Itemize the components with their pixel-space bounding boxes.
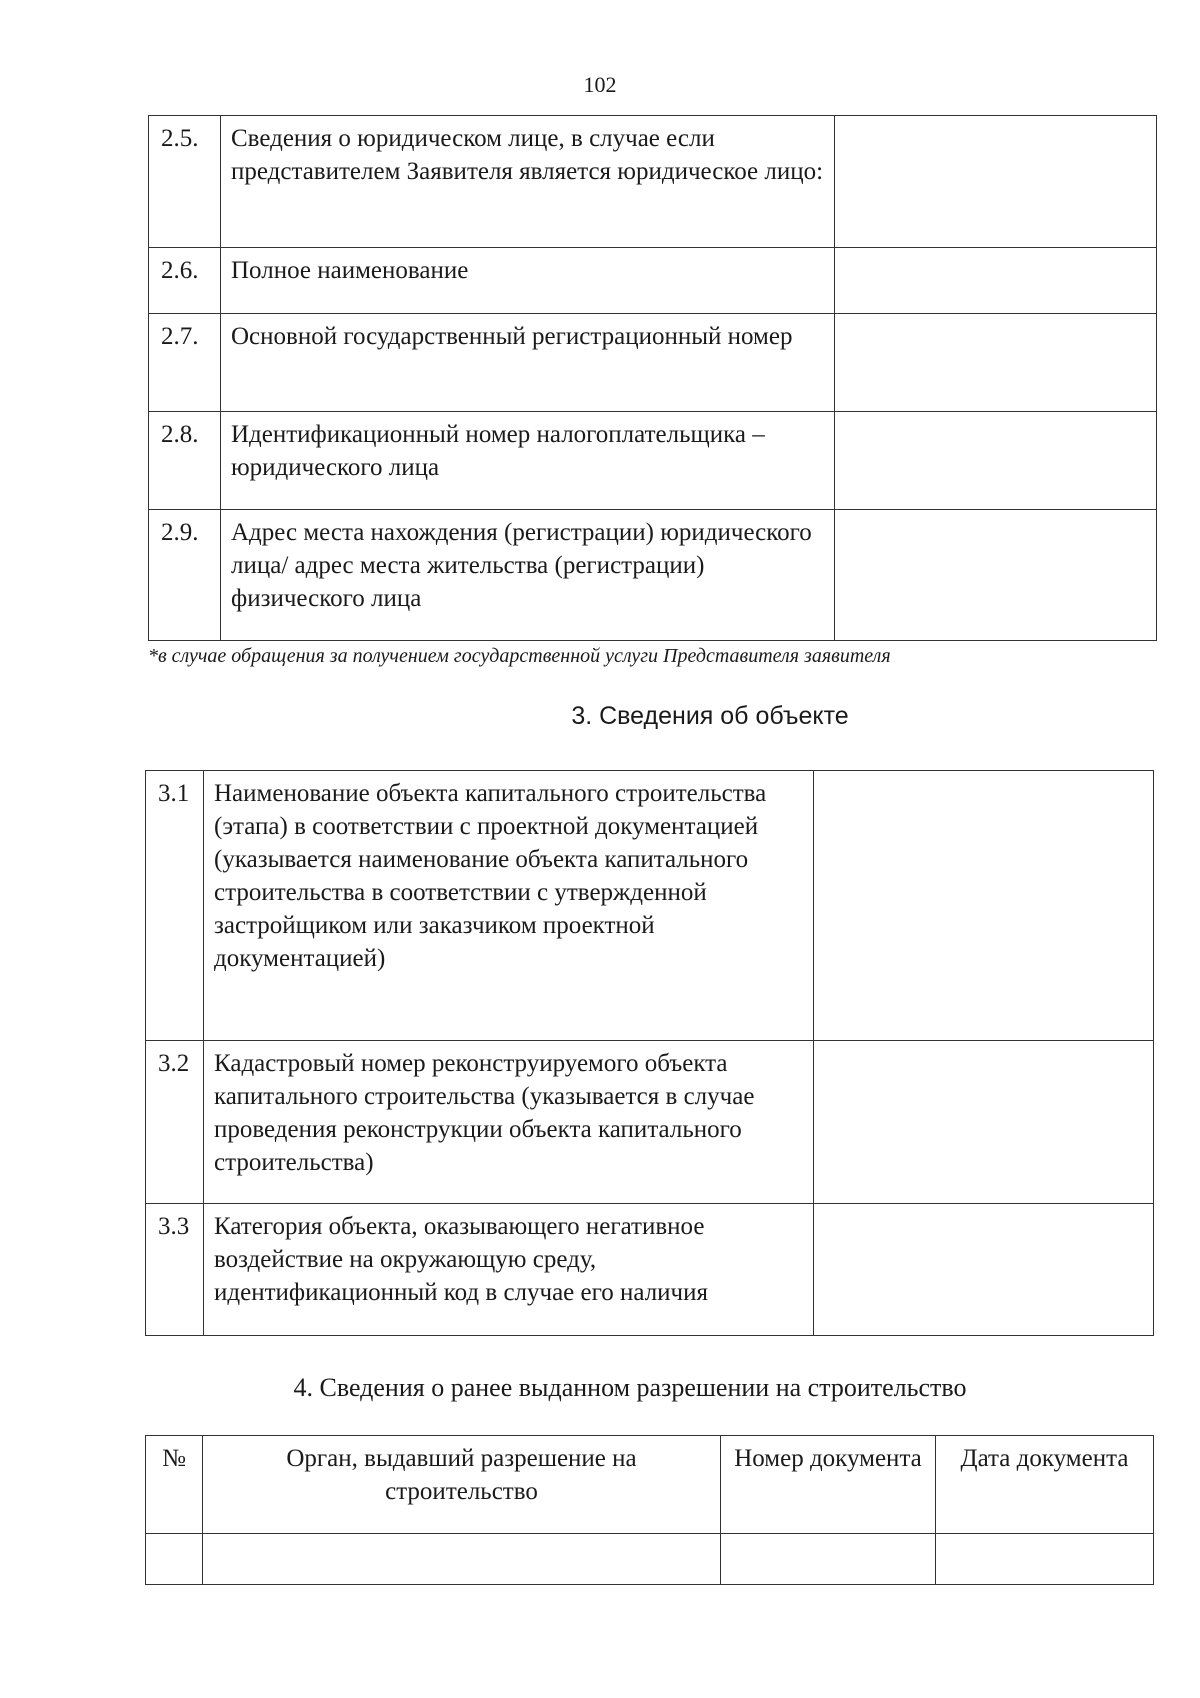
row-label: Наименование объекта капитального строительства (этапа) в соответствии с проектной документацией (указывается наименование объекта капитального строительства в соответствии с утвержденной застройщиком или заказчиком проектной документацией)	[204, 771, 814, 1041]
table-row	[146, 1204, 1154, 1336]
page-number: 102	[583, 72, 617, 97]
row-number: 3.2	[146, 1041, 204, 1204]
footnote: *в случае обращения за получением государственной услуги Представителя заявителя	[148, 645, 891, 667]
section-heading-object: 3. Сведения об объекте	[571, 702, 849, 730]
row-number: 2.9.	[149, 510, 221, 641]
value-cell[interactable]	[814, 1041, 1154, 1204]
row-number: 2.6.	[149, 248, 221, 314]
value-cell[interactable]	[814, 1204, 1154, 1336]
row-label: Полное наименование	[221, 248, 835, 314]
row-number: 2.5.	[149, 116, 221, 248]
table-row	[146, 771, 1154, 1041]
row-number: 3.3	[146, 1204, 204, 1336]
value-cell[interactable]	[835, 248, 1157, 314]
row-label: Основной государственный регистрационный номер	[221, 314, 835, 412]
table-row	[149, 510, 1157, 641]
table-row	[149, 314, 1157, 412]
row-label: Кадастровый номер реконструируемого объекта капитального строительства (указывается в случае проведения реконструкции объекта капитального строительства)	[204, 1041, 814, 1204]
value-cell[interactable]	[835, 412, 1157, 510]
value-cell[interactable]	[936, 1534, 1154, 1585]
table-row	[149, 116, 1157, 248]
row-label: Идентификационный номер налогоплательщика – юридического лица	[221, 412, 835, 510]
table-row	[146, 1041, 1154, 1204]
column-header-issuing-authority: Орган, выдавший разрешение на строительство	[203, 1436, 721, 1534]
legal-entity-table	[148, 115, 1157, 641]
table-row	[149, 412, 1157, 510]
row-number: 3.1	[146, 771, 204, 1041]
table-row	[149, 248, 1157, 314]
value-cell[interactable]	[835, 314, 1157, 412]
table-row	[146, 1534, 1154, 1585]
row-number: 2.8.	[149, 412, 221, 510]
section-heading-permit: 4. Сведения о ранее выданном разрешении на строительство	[293, 1373, 967, 1402]
row-label: Сведения о юридическом лице, в случае если представителем Заявителя является юридическое лицо:	[221, 116, 835, 248]
value-cell[interactable]	[146, 1534, 203, 1585]
permit-table	[145, 1435, 1154, 1585]
column-header-number: №	[146, 1436, 203, 1534]
row-label: Адрес места нахождения (регистрации) юридического лица/ адрес места жительства (регистрации) физического лица	[221, 510, 835, 641]
value-cell[interactable]	[835, 116, 1157, 248]
value-cell[interactable]	[721, 1534, 936, 1585]
column-header-document-number: Номер документа	[721, 1436, 936, 1534]
table-header-row	[146, 1436, 1154, 1534]
object-info-table	[145, 770, 1154, 1336]
row-label: Категория объекта, оказывающего негативное воздействие на окружающую среду, идентификационный код в случае его наличия	[204, 1204, 814, 1336]
value-cell[interactable]	[814, 771, 1154, 1041]
value-cell[interactable]	[203, 1534, 721, 1585]
row-number: 2.7.	[149, 314, 221, 412]
value-cell[interactable]	[835, 510, 1157, 641]
column-header-document-date: Дата документа	[936, 1436, 1154, 1534]
